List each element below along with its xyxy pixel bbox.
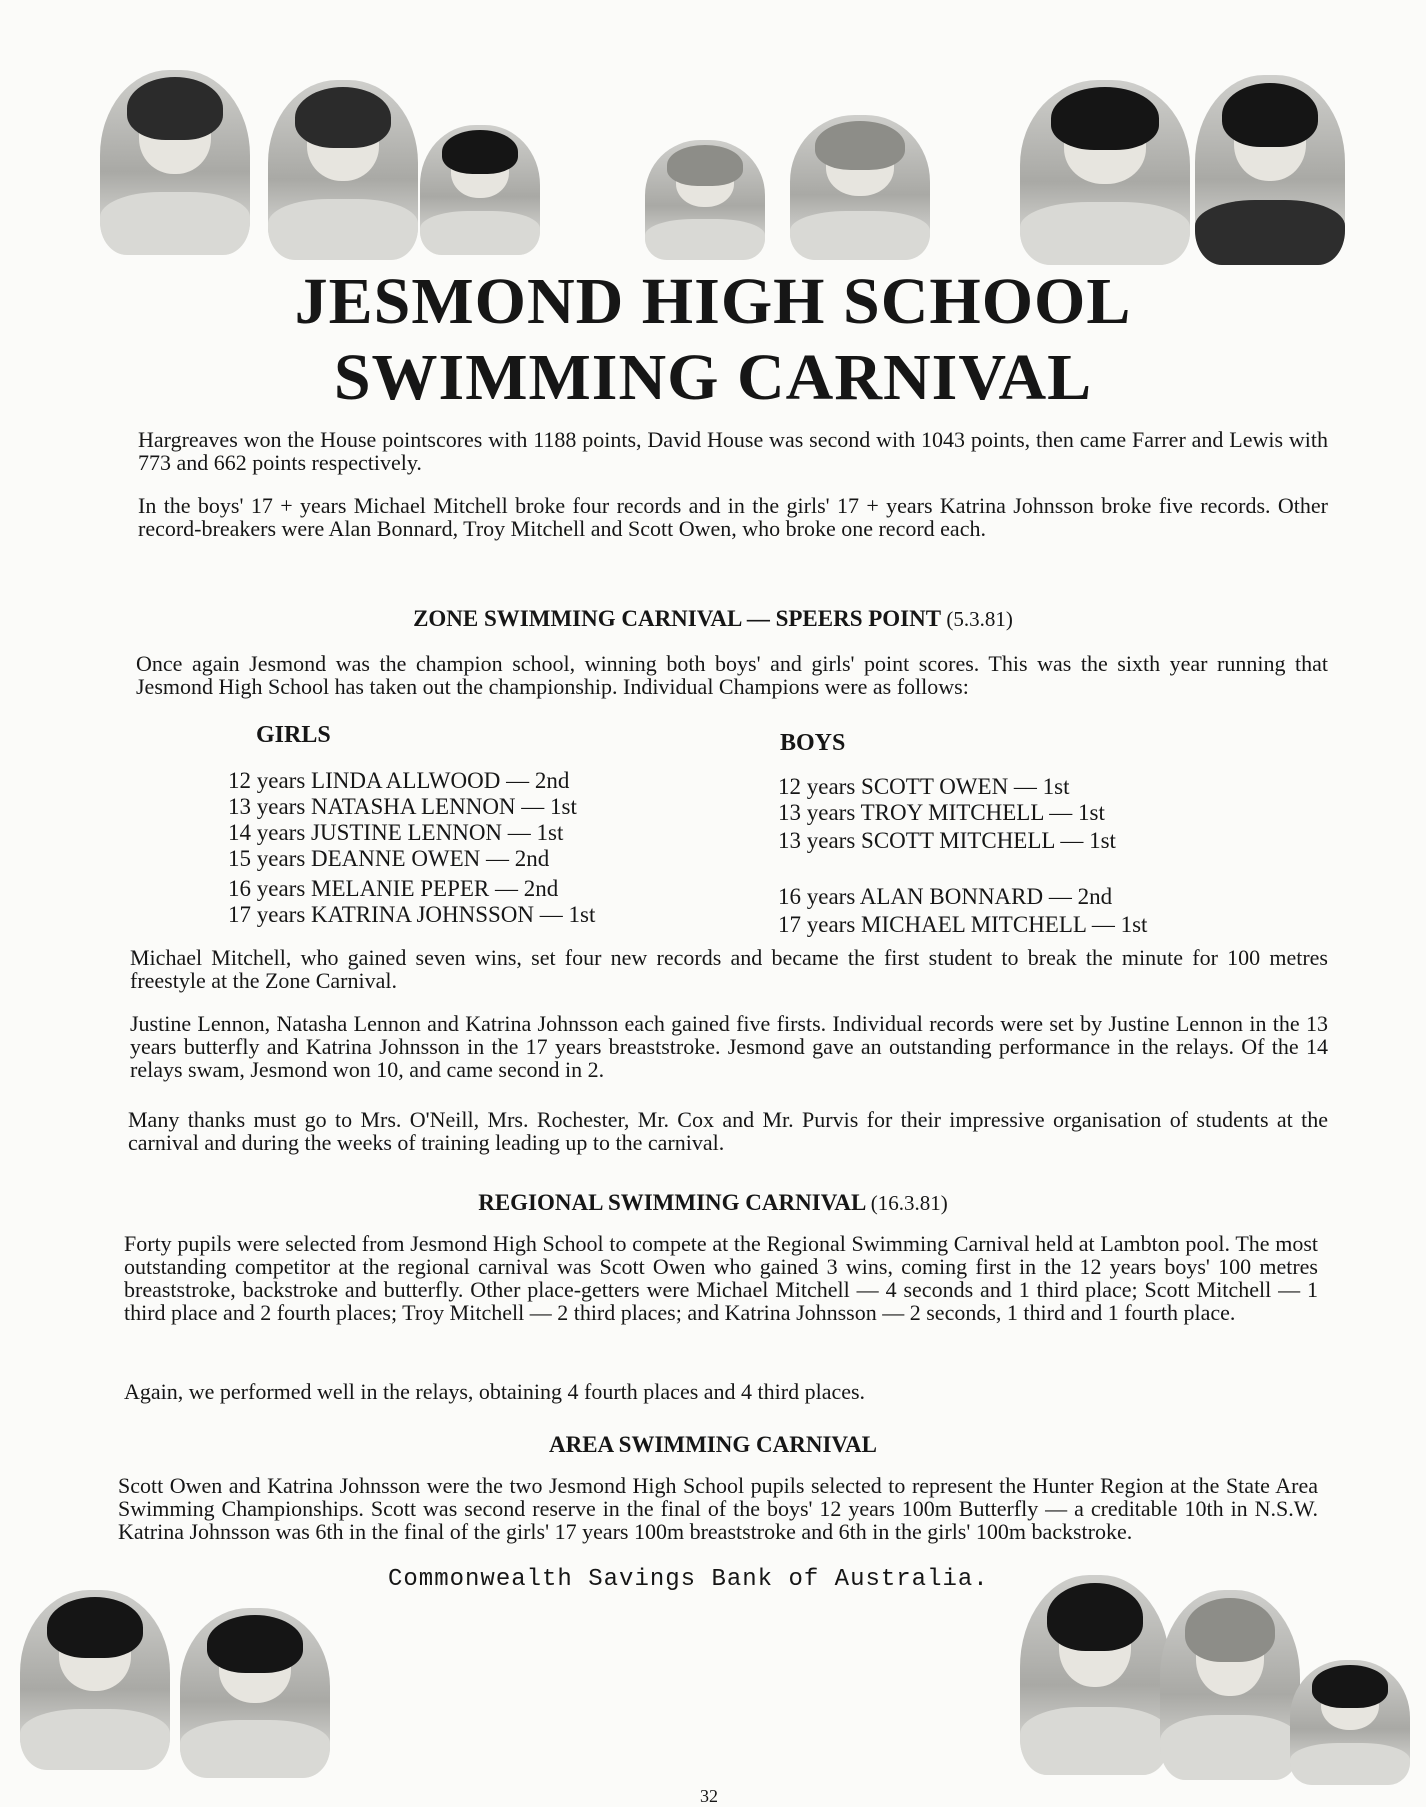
student-photo (1020, 80, 1190, 265)
student-photo (268, 80, 418, 260)
student-photo (20, 1590, 170, 1770)
intro-paragraph-2: In the boys' 17 + years Michael Mitchell broke four records and in the girls' 17 + years Katrina Johnsson broke five records. Other record-breakers were Alan Bonnard, Troy Mitchell and Scott Owen, who broke one record each. (138, 493, 1328, 541)
student-photo (1160, 1590, 1300, 1780)
area-heading: AREA SWIMMING CARNIVAL (549, 1432, 877, 1457)
page-title-line1: JESMOND HIGH SCHOOL (294, 265, 1132, 338)
girls-champion: 13 years NATASHA LENNON — 1st (228, 794, 577, 819)
girls-champion: 14 years JUSTINE LENNON — 1st (228, 820, 564, 845)
boys-champion: 12 years SCOTT OWEN — 1st (778, 774, 1070, 799)
area-paragraph-1: Scott Owen and Katrina Johnsson were the two Jesmond High School pupils selected to represent the Hunter Region at the State Area Swimming Championships. Scott was second reserve in the final of the boys' 12 years 100m Butterfly — a creditable 10th in N.S.W. Katrina Johnsson was 6th in the final of the girls' 17 years 100m breaststroke and 6th in the girls' 100m backstroke. (118, 1473, 1318, 1544)
zone-paragraph-1: Once again Jesmond was the champion school, winning both boys' and girls' point scores. This was the sixth year running that Jesmond High School has taken out the championship. Individual Champions were as follows: (136, 651, 1328, 699)
zone-heading (0, 606, 1426, 632)
girls-champion: 12 years LINDA ALLWOOD — 2nd (228, 768, 570, 793)
girls-champion: 17 years KATRINA JOHNSSON — 1st (228, 902, 596, 927)
student-photo (1290, 1660, 1410, 1785)
girls-title: GIRLS (256, 722, 331, 748)
page-title-line2: SWIMMING CARNIVAL (333, 341, 1093, 414)
student-photo (1195, 75, 1345, 265)
student-photo (100, 70, 250, 255)
boys-champion: 16 years ALAN BONNARD — 2nd (778, 884, 1113, 909)
boys-champion: 13 years SCOTT MITCHELL — 1st (778, 828, 1116, 853)
page-number: 32 (700, 1786, 718, 1806)
boys-champion: 17 years MICHAEL MITCHELL — 1st (778, 912, 1148, 937)
zone-paragraph-4: Many thanks must go to Mrs. O'Neill, Mrs. Rochester, Mr. Cox and Mr. Purvis for their impressive organisation of students at the carnival and during the weeks of training leading up to the carnival. (128, 1107, 1328, 1155)
boys-title: BOYS (780, 730, 846, 756)
regional-date: (16.3.81) (870, 1191, 948, 1215)
zone-paragraph-3: Justine Lennon, Natasha Lennon and Katrina Johnsson each gained five firsts. Individual records were set by Justine Lennon in the 13 years butterfly and Katrina Johnsson in the 17 years breaststroke. Jesmond gave an outstanding performance in the relays. Of the 14 relays swam, Jesmond won 10, and came second in 2. (130, 1011, 1328, 1082)
regional-paragraph-1: Forty pupils were selected from Jesmond High School to compete at the Regional Swimming Carnival held at Lambton pool. The most outstanding competitor at the regional carnival was Scott Owen who gained 3 wins, coming first in the 12 years boys' 100 metres breaststroke, backstroke and butterfly. Other place-getters were Michael Mitchell — 4 seconds and 1 third place; Scott Mitchell — 1 third place and 2 fourth places; Troy Mitchell — 2 third places; and Katrina Johnsson — 2 seconds, 1 third and 1 fourth place. (124, 1231, 1318, 1325)
student-photo (180, 1608, 330, 1778)
regional-paragraph-2: Again, we performed well in the relays, obtaining 4 fourth places and 4 third places. (124, 1379, 866, 1404)
photo-credit-caption: Commonwealth Savings Bank of Australia. (388, 1566, 989, 1593)
student-photo (420, 125, 540, 255)
zone-heading-text: ZONE SWIMMING CARNIVAL — SPEERS POINT (413, 606, 941, 631)
student-photo (645, 140, 765, 260)
student-photo (1020, 1575, 1170, 1775)
zone-date: (5.3.81) (946, 607, 1013, 631)
girls-champion: 15 years DEANNE OWEN — 2nd (228, 846, 550, 871)
regional-heading-text: REGIONAL SWIMMING CARNIVAL (478, 1190, 866, 1215)
student-photo (790, 115, 930, 260)
girls-champion: 16 years MELANIE PEPER — 2nd (228, 876, 559, 901)
intro-paragraph-1: Hargreaves won the House pointscores with 1188 points, David House was second with 1043 points, then came Farrer and Lewis with 773 and 662 points respectively. (138, 427, 1328, 475)
boys-champion: 13 years TROY MITCHELL — 1st (778, 800, 1105, 825)
regional-heading (0, 1190, 1426, 1216)
zone-paragraph-2: Michael Mitchell, who gained seven wins, set four new records and became the first student to break the minute for 100 metres freestyle at the Zone Carnival. (130, 945, 1328, 993)
